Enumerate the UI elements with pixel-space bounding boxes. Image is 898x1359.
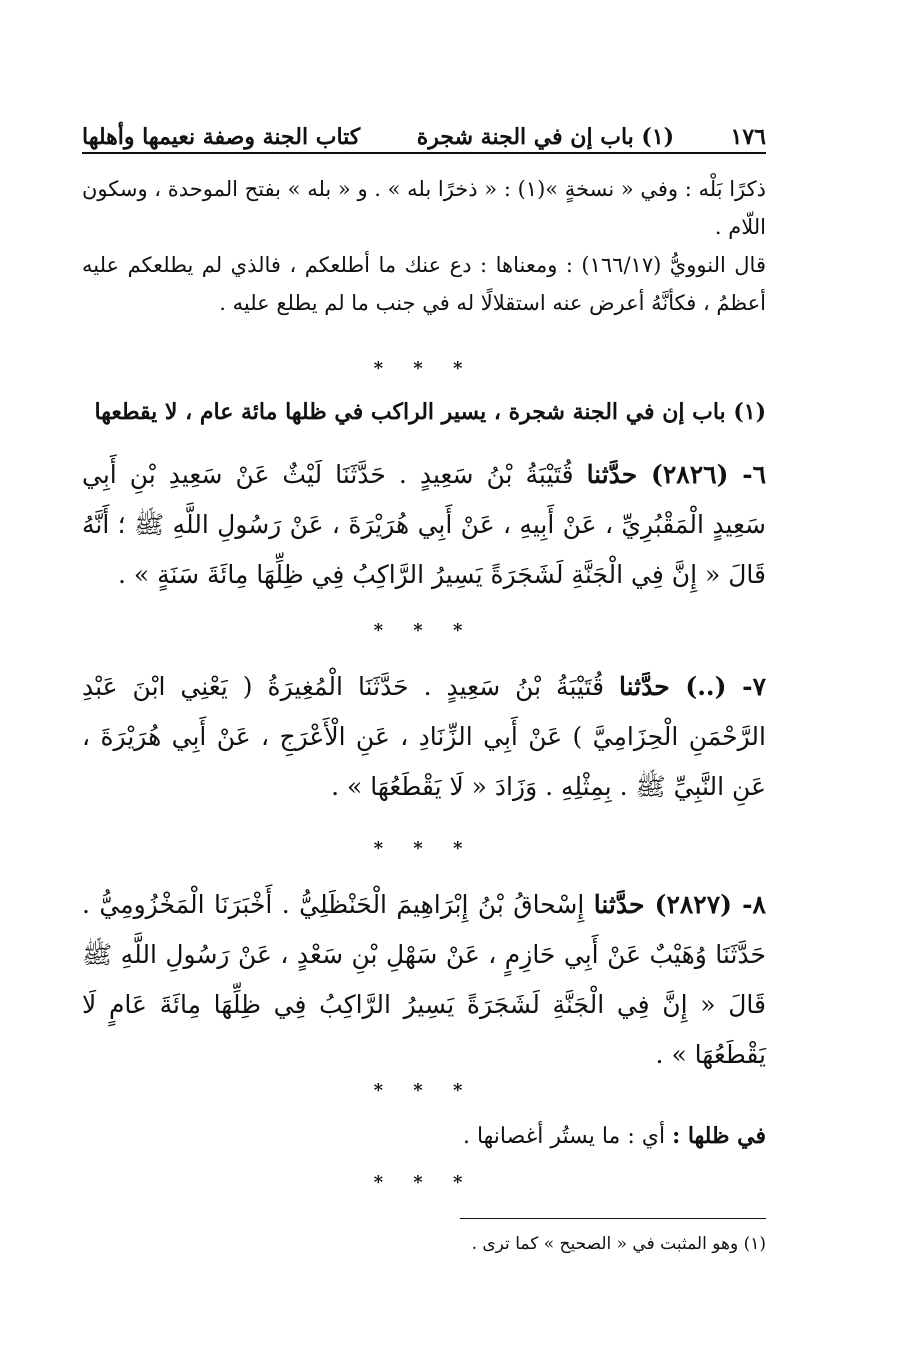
hadith-number: ٧- (..) حدَّثنا — [619, 672, 766, 701]
gloss-term: في ظلها : — [672, 1123, 766, 1149]
hadith-text: قُتَيْبَةُ بْنُ سَعِيدٍ . حَدَّثَنَا لَيْثٌ عَنْ سَعِيدِ بْنِ أَبِي سَعِيدٍ الْمَقْبُرِيِّ ، عَنْ أَبِيهِ ، عَنْ أَبِي هُرَيْرَةَ ، عَنْ رَسُولِ اللَّهِ ﷺ ؛ أَنَّهُ قَالَ « إِنَّ فِي الْجَنَّةِ لَشَجَرَةً يَسِيرُ الرَّاكِبُ فِي ظِلِّهَا مِائَةَ سَنَةٍ » . — [82, 460, 766, 589]
section-separator: * * * — [373, 1172, 475, 1193]
commentary-block — [82, 170, 766, 322]
footnote: (١) وهو المثبت في « الصحيح » كما ترى . — [471, 1234, 766, 1254]
hadith-7 — [82, 662, 766, 812]
running-header — [82, 110, 766, 150]
page-number: ١٧٦ — [730, 124, 766, 150]
header-rule — [82, 152, 766, 154]
section-separator: * * * — [373, 838, 475, 859]
chapter-heading: (١) باب إن في الجنة شجرة ، يسير الراكب في ظلها مائة عام ، لا يقطعها — [94, 399, 766, 425]
section-separator: * * * — [373, 620, 475, 641]
hadith-6 — [82, 450, 766, 600]
gloss-note — [82, 1116, 766, 1157]
hadith-number: ٨- (٢٨٢٧) حدَّثنا — [593, 890, 766, 919]
hadith-number: ٦- (٢٨٢٦) حدَّثنا — [586, 460, 767, 489]
section-separator: * * * — [373, 358, 475, 379]
header-chapter-title: (١) باب إن في الجنة شجرة — [416, 124, 675, 150]
footnote-rule — [460, 1218, 766, 1219]
hadith-text: قُتَيْبَةُ بْنُ سَعِيدٍ . حَدَّثَنَا الْمُغِيرَةُ ( يَعْنِي ابْنَ عَبْدِ الرَّحْمَنِ الْحِزَامِيَّ ) عَنْ أَبِي الزِّنَادِ ، عَنِ الْأَعْرَجِ ، عَنْ أَبِي هُرَيْرَةَ ، عَنِ النَّبِيِّ ﷺ . بِمِثْلِهِ . وَزَادَ « لَا يَقْطَعُهَا » . — [82, 672, 766, 801]
hadith-text: إِسْحاقُ بْنُ إِبْرَاهِيمَ الْحَنْظَلِيُّ . أَخْبَرَنَا الْمَخْزُومِيُّ . حَدَّثَنَا وُهَيْبٌ عَنْ أَبِي حَازِمٍ ، عَنْ سَهْلِ بْنِ سَعْدٍ ، عَنْ رَسُولِ اللَّهِ ﷺ قَالَ « إِنَّ فِي الْجَنَّةِ لَشَجَرَةً يَسِيرُ الرَّاكِبُ فِي ظِلِّهَا مِائَةَ عَامٍ لَا يَقْطَعُهَا » . — [82, 890, 766, 1069]
commentary-paragraph: قال النوويُّ (١٦٦/١٧) : ومعناها : دع عنك ما أطلعكم ، فالذي لم يطلعكم عليه أعظمُ ، فكأنَّهُ أعرض عنه استقلالًا له في جنب ما لم يطلع عليه . — [82, 253, 766, 315]
hadith-8 — [82, 880, 766, 1080]
gloss-text: أي : ما يستُر أغصانها . — [462, 1124, 666, 1149]
header-book-title: كتاب الجنة وصفة نعيمها وأهلها — [82, 124, 361, 150]
section-separator: * * * — [373, 1080, 475, 1101]
commentary-paragraph: ذكرًا بَلْه : وفي « نسخةٍ »(١) : « ذخرًا بله » . و « بله » بفتح الموحدة ، وسكون اللّام . — [82, 177, 766, 239]
